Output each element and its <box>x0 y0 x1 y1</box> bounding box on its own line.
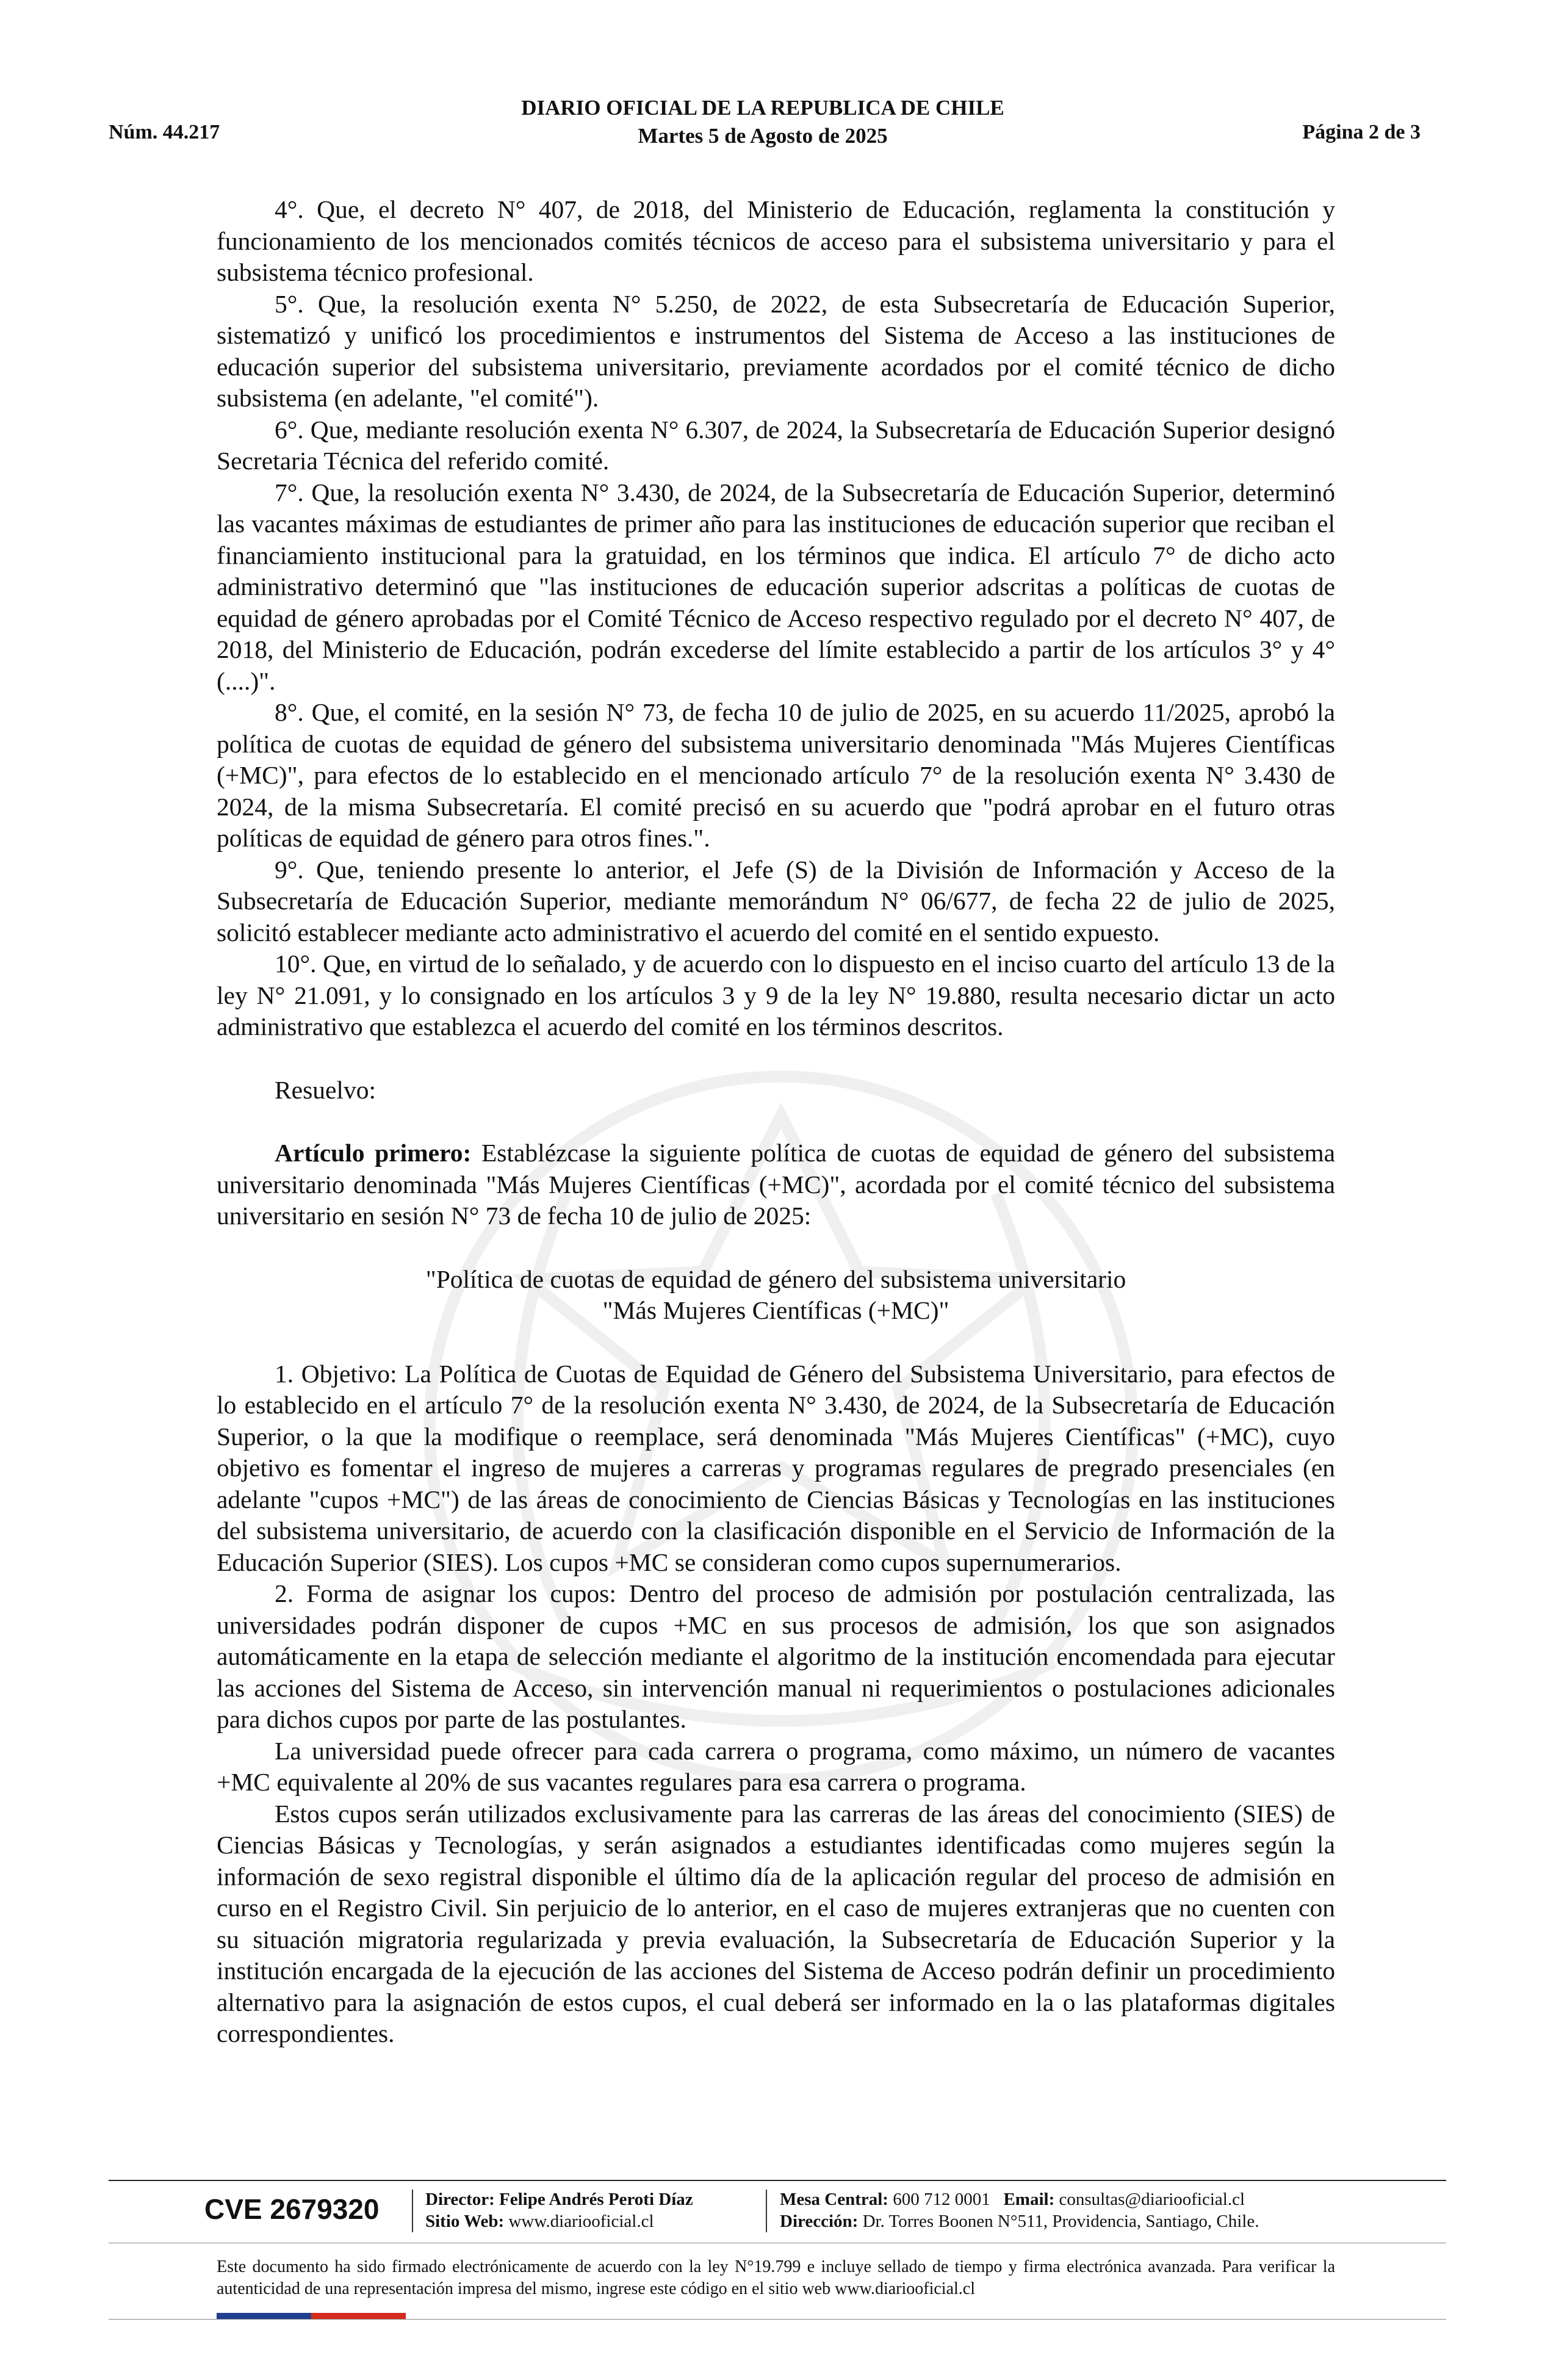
email-link[interactable]: consultas@diariooficial.cl <box>1059 2190 1245 2209</box>
flag-stripe-blue <box>217 2313 311 2319</box>
header-center <box>366 94 1159 150</box>
paragraph-8: 8°. Que, el comité, en la sesión N° 73, de fecha 10 de julio de 2025, en su acuerdo 11/2025, aprobó la política de cuotas de equidad de género del subsistema universitario denominada "Más Mujeres Científicas (+MC)", para efectos de lo establecido en el mencionado artículo 7° de la resolución exenta N° 3.430 de 2024, de la misma Subsecretaría. El comité precisó en su acuerdo que "podrá aprobar en el futuro otras políticas de equidad de género para otros fines.". <box>217 698 1335 852</box>
article-first-text: Establézcase la siguiente política de cuotas de equidad de género del subsistema universitario denominada "Más Mujeres Científicas (+MC)", acordada por el comité técnico del subsistema universitario en sesión N° 73 de fecha 10 de julio de 2025: <box>217 1139 1336 1230</box>
policy-item-2: 2. Forma de asignar los cupos: Dentro del proceso de admisión por postulación centralizada, las universidades podrán disponer de cupos +MC en sus procesos de admisión, los que son asignados automáticamente en la etapa de selección mediante el algoritmo de la institución encomendada para ejecutar las acciones del Sistema de Acceso, sin intervención manual ni requerimientos o postulaciones adicionales para dichos cupos por parte de las postulantes. <box>217 1579 1335 1733</box>
cve-code: CVE 2679320 <box>204 2193 380 2225</box>
footer-contact <box>780 2188 1245 2210</box>
policy-title-line-2: "Más Mujeres Científicas (+MC)" <box>602 1296 949 1324</box>
director-name: Felipe Andrés Peroti Díaz <box>499 2190 693 2209</box>
address-label: Dirección: <box>780 2212 859 2231</box>
footer-divider-1 <box>412 2190 413 2232</box>
footer-director <box>425 2188 693 2210</box>
flag-stripe-red <box>311 2313 406 2319</box>
paragraph-4: 4°. Que, el decreto N° 407, de 2018, del Ministerio de Educación, reglamenta la constitución y funcionamiento de los mencionados comités técnicos de acceso para el subsistema universitario y para el subsistema técnico profesional. <box>217 195 1335 286</box>
policy-item-2-b: La universidad puede ofrecer para cada carrera o programa, como máximo, un número de vacantes +MC equivalente al 20% de sus vacantes regulares para esa carrera o programa. <box>217 1736 1335 1796</box>
paragraph-9: 9°. Que, teniendo presente lo anterior, el Jefe (S) de la División de Información y Acceso de la Subsecretaría de Educación Superior, mediante memorándum N° 06/677, de fecha 22 de julio de 2025, solicitó establecer mediante acto administrativo el acuerdo del comité en el sentido expuesto. <box>217 855 1335 947</box>
mesa-value: 600 712 0001 <box>893 2190 990 2209</box>
paragraph-10: 10°. Que, en virtud de lo señalado, y de acuerdo con lo dispuesto en el inciso cuarto del artículo 13 de la ley N° 21.091, y lo consignado en los artículos 3 y 9 de la ley N° 19.880, resulta necesario dictar un acto administrativo que establezca el acuerdo del comité en los términos descritos. <box>217 950 1335 1040</box>
mesa-label: Mesa Central: <box>780 2190 888 2209</box>
address-value: Dr. Torres Boonen N°511, Providencia, Santiago, Chile. <box>862 2212 1259 2231</box>
resuelvo-heading: Resuelvo: <box>275 1075 376 1104</box>
policy-item-1: 1. Objetivo: La Política de Cuotas de Equidad de Género del Subsistema Universitario, para efectos de lo establecido en el artículo 7° de la resolución exenta N° 3.430, de 2024, de la Subsecretaría de Educación Superior, o la que la modifique o reemplace, será denominada "Más Mujeres Científicas" (+MC), cuyo objetivo es fomentar el ingreso de mujeres a carreras y programas regulares de pregrado presenciales (en adelante "cupos +MC") de las áreas de conocimiento de Ciencias Básicas y Tecnologías en las instituciones del subsistema universitario, de acuerdo con la clasificación disponible en el Servicio de Información de la Educación Superior (SIES). Los cupos +MC se consideran como cupos supernumerarios. <box>217 1359 1335 1576</box>
footer-top-rule <box>109 2180 1446 2181</box>
article-first <box>217 1138 1335 1232</box>
page-indicator: Página 2 de 3 <box>1302 121 1421 143</box>
article-first-label: Artículo primero: <box>275 1139 472 1167</box>
signature-disclaimer: Este documento ha sido firmado electrónicamente de acuerdo con la ley N°19.799 e incluye sellado de tiempo y firma electrónica avanzada. Para verificar la autenticidad de una representación impresa del mismo, ingrese este código en el sitio web www.diariooficial.cl <box>217 2257 1335 2298</box>
site-label: Sitio Web: <box>425 2212 505 2231</box>
footer-address <box>780 2210 1259 2232</box>
policy-title-line-1: "Política de cuotas de equidad de género del subsistema universitario <box>425 1264 1126 1293</box>
footer-divider-2 <box>766 2190 767 2232</box>
footer-bottom-rule <box>109 2319 1446 2320</box>
paragraph-6: 6°. Que, mediante resolución exenta N° 6.307, de 2024, la Subsecretaría de Educación Superior designó Secretaria Técnica del referido comité. <box>217 415 1335 475</box>
footer-site <box>425 2210 654 2232</box>
policy-title <box>217 1264 1335 1327</box>
email-label: Email: <box>1003 2190 1055 2209</box>
issue-number: Núm. 44.217 <box>109 121 220 143</box>
paragraph-7: 7°. Que, la resolución exenta N° 3.430, de 2024, de la Subsecretaría de Educación Superior, determinó las vacantes máximas de estudiantes de primer año para las instituciones de educación superior que reciban el financiamiento institucional para la gratuidad, en los términos que indica. El artículo 7° de dicho acto administrativo determinó que "las instituciones de educación superior adscritas a políticas de cuotas de equidad de género aprobadas por el Comité Técnico de Acceso respectivo regulado por el decreto N° 407, de 2018, del Ministerio de Educación, podrán excederse del límite establecido a partir de los artículos 3° y 4°(....)". <box>217 478 1335 695</box>
policy-item-2-c: Estos cupos serán utilizados exclusivamente para las carreras de las áreas del conocimiento (SIES) de Ciencias Básicas y Tecnologías, y serán asignados a estudiantes identificadas como mujeres según la información de sexo registral disponible el último día de la aplicación regular del proceso de admisión en curso en el Registro Civil. Sin perjuicio de lo anterior, en el caso de mujeres extranjeras que no cuenten con su situación migratoria regularizada y previa evaluación, la Subsecretaría de Educación Superior y la institución encargada de la ejecución de las acciones del Sistema de Acceso podrán definir un procedimiento alternativo para la asignación de estos cupos, el cual deberá ser informado en la o las plataformas digitales correspondientes. <box>217 1799 1335 2047</box>
newspaper-title: DIARIO OFICIAL DE LA REPUBLICA DE CHILE <box>521 96 1004 120</box>
issue-date: Martes 5 de Agosto de 2025 <box>638 124 888 148</box>
document-body <box>217 194 1335 2050</box>
paragraph-5: 5°. Que, la resolución exenta N° 5.250, de 2022, de esta Subsecretaría de Educación Superior, sistematizó y unificó los procedimientos e instrumentos del Sistema de Acceso a las instituciones de educación superior del subsistema universitario, previamente acordados por el comité técnico de dicho subsistema (en adelante, "el comité"). <box>217 289 1335 412</box>
site-link[interactable]: www.diariooficial.cl <box>508 2212 654 2231</box>
director-label: Director: <box>425 2190 495 2209</box>
